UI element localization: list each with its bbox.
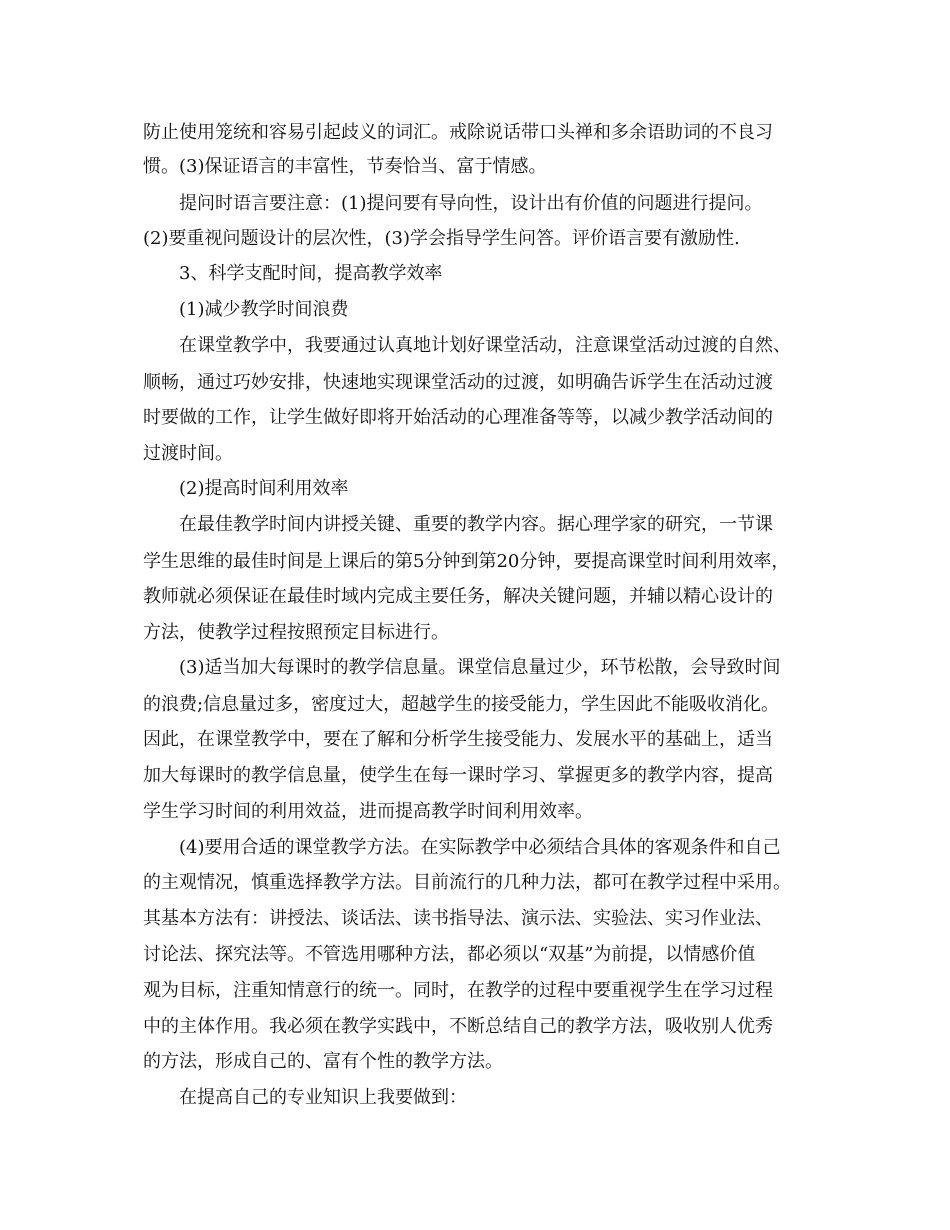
text-line: 的主观情况，慎重选择教学方法。目前流行的几种力法，都可在教学过程中采用。 <box>143 872 791 893</box>
subsection-heading: (2)提高时间利用效率 <box>179 478 349 499</box>
text-line: (2)要重视问题设计的层次性，(3)学会指导学生问答。评价语言要有激励性. <box>143 228 740 249</box>
text-line: 在提高自己的专业知识上我要做到： <box>179 1087 467 1108</box>
text-line: 因此，在课堂教学中，要在了解和分析学生接受能力、发展水平的基础上，适当 <box>143 729 773 750</box>
text-line: 过渡时间。 <box>143 443 233 464</box>
text-line: 学生学习时间的利用效益，进而提高教学时间利用效率。 <box>143 801 593 822</box>
text-line: (4)要用合适的课堂教学方法。在实际教学中必须结合具体的客观条件和自己 <box>179 837 781 858</box>
text-line: 惯。(3)保证语言的丰富性，节奏恰当、富于情感。 <box>143 156 547 177</box>
text-line: 方法，使教学过程按照预定目标进行。 <box>143 622 449 643</box>
text-line: 的浪费;信息量过多，密度过大，超越学生的接受能力，学生因此不能吸收消化。 <box>143 694 780 715</box>
text-line: 防止使用笼统和容易引起歧义的词汇。戒除说话带口头禅和多余语助词的不良习 <box>143 122 773 143</box>
text-line: 在课堂教学中，我要通过认真地计划好课堂活动，注意课堂活动过渡的自然、 <box>179 335 791 356</box>
text-line: 学生思维的最佳时间是上课后的第5分钟到第20分钟，要提高课堂时间利用效率， <box>143 551 790 572</box>
text-line: 其基本方法有：讲授法、谈话法、读书指导法、演示法、实验法、实习作业法、 <box>143 908 773 929</box>
text-line: 讨论法、探究法等。不管选用哪种方法，都必须以“双基”为前提，以情感价值 <box>143 944 756 965</box>
text-line: (3)适当加大每课时的教学信息量。课堂信息量过少，环节松散，会导致时间 <box>179 657 781 678</box>
text-line: 观为目标，注重知情意行的统一。同时，在教学的过程中要重视学生在学习过程 <box>143 980 773 1001</box>
text-line: 加大每课时的教学信息量，使学生在每一课时学习、掌握更多的教学内容，提高 <box>143 765 773 786</box>
text-line: 在最佳教学时间内讲授关键、重要的教学内容。据心理学家的研究，一节课 <box>179 514 773 535</box>
text-line: 中的主体作用。我必须在教学实践中，不断总结自己的教学方法，吸收别人优秀 <box>143 1016 773 1037</box>
text-line: 提问时语言要注意：(1)提问要有导向性，设计出有价值的问题进行提问。 <box>179 193 763 214</box>
subsection-heading: (1)减少教学时间浪费 <box>179 299 349 320</box>
text-line: 顺畅，通过巧妙安排，快速地实现课堂活动的过渡，如明确告诉学生在活动过渡 <box>143 372 773 393</box>
text-line: 教师就必须保证在最佳时域内完成主要任务，解决关键问题，并辅以精心设计的 <box>143 586 773 607</box>
text-line: 时要做的工作，让学生做好即将开始活动的心理准备等等，以减少教学活动间的 <box>143 407 773 428</box>
section-heading: 3、科学支配时间，提高教学效率 <box>179 263 443 284</box>
text-line: 的方法，形成自己的、富有个性的教学方法。 <box>143 1051 503 1072</box>
